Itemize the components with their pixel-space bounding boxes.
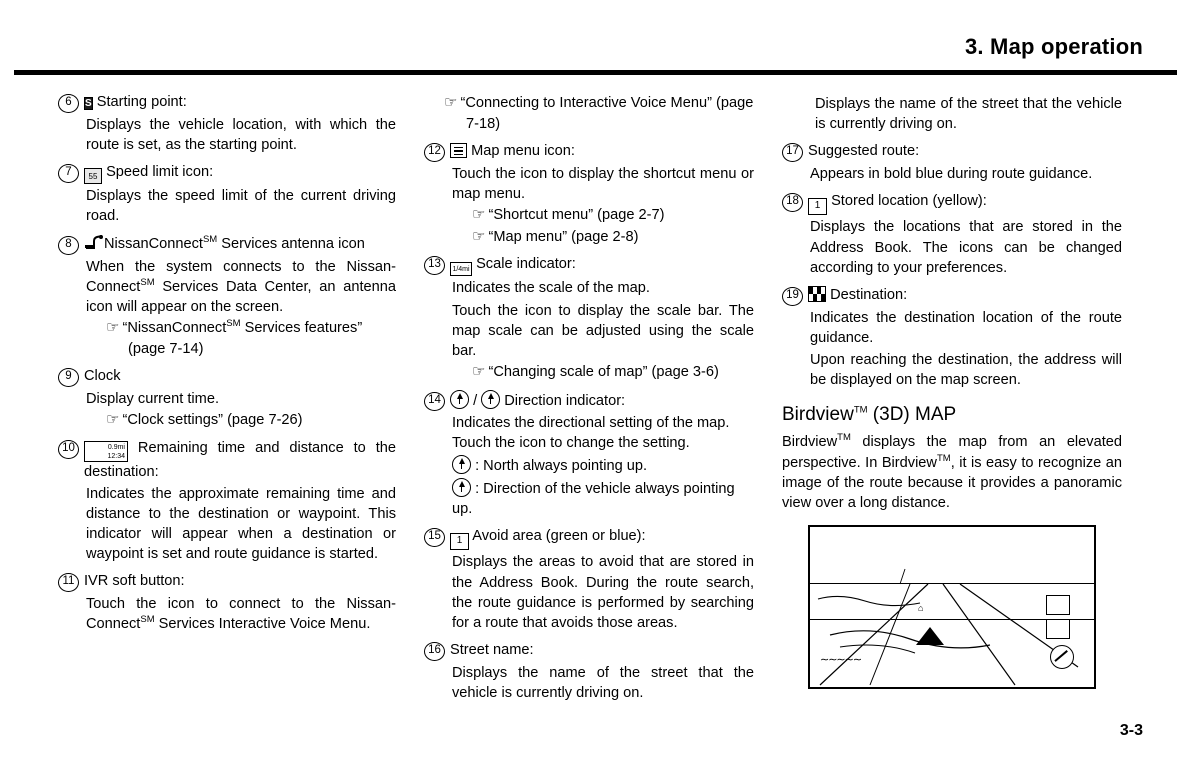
stored-location-icon: 1 [808,198,827,215]
item-title-row [808,285,1122,305]
item-9 [58,366,396,431]
item-body-b: Services Interactive Voice Menu. [154,616,371,633]
reference-text-b: Services features” [240,319,363,336]
item-11-continued [424,93,754,134]
north-up-icon [450,390,469,409]
item-title: Speed limit icon: [106,164,214,181]
item-body-a: When the system connects to the Nissan-Connect [86,258,396,295]
item-title: Starting point: [96,94,187,110]
item-15 [424,526,754,633]
item-8 [58,234,396,359]
item-title-row [450,390,754,411]
reference-page: (page 7-14) [128,340,204,357]
item-title-row [450,526,754,550]
tm-mark: TM [853,404,868,416]
figure-text-label: ∼∼∼∼∼ [820,653,862,666]
item-title: Street name: [450,641,534,658]
item-body-continued: Displays the name of the street that the vehicle is currently driving on. [815,96,1122,133]
item-title-row [450,141,754,161]
item-body-2: Upon reaching the destination, the address will be displayed on the map screen. [810,352,1122,389]
section-body-b: displays the map from an elevated perspective. In Birdview [782,434,1122,471]
item-body-1: Indicates the destination location of the route guidance. [810,309,1122,346]
item-body: Displays the areas to avoid that are stored in the Address Book. During the route search, the route guidance is performed by searching for a route that avoids those areas. [452,554,754,631]
item-title-row [84,162,396,184]
item-number: 18 [782,193,803,212]
item-title-row [84,92,396,112]
reference-text: “Shortcut menu” (page 2-7) [488,207,665,224]
remaining-time-value: 12:34 [107,452,125,460]
figure-box-1 [1046,595,1070,615]
page-number: 3-3 [1119,722,1143,739]
item-title: NissanConnect [104,235,203,252]
reference-text-a: “NissanConnect [122,319,227,336]
item-title: Stored location (yellow): [831,193,987,210]
item-body: Displays the vehicle location, with which the route is set, as the starting point. [86,117,396,154]
reference-text: “Changing scale of map” (page 3-6) [488,363,719,380]
item-number: 13 [424,256,445,275]
item-14 [424,390,754,520]
pointing-hand-icon: ☞ [444,94,457,111]
item-title-row [808,191,1122,215]
item-title: Map menu icon: [471,142,575,159]
column-left [58,92,396,710]
page-title: 3. Map operation [965,34,1143,59]
item-title-row [450,254,754,276]
cross-reference [106,410,396,431]
item-body: Displays the name of the street that the vehicle is currently driving on. [452,664,754,701]
item-title-row [84,438,396,482]
header-divider [14,70,1177,75]
item-title: Suggested route: [808,143,920,160]
cross-reference-2 [472,227,754,248]
item-13 [424,254,754,382]
cross-reference-1 [472,205,754,226]
item-number: 16 [424,642,445,661]
item-body-a: Touch the icon to connect to the Nissan-Connect [86,596,396,633]
item-bullet-2 [452,478,754,519]
item-bullet-1 [452,455,754,476]
speed-limit-icon: 55 [84,168,102,184]
column-right [782,92,1122,710]
pointing-hand-icon: ☞ [472,206,485,224]
item-title: Remaining time and distance to the destination: [84,439,396,480]
section-body-birdview [782,432,1122,513]
item-number: 17 [782,143,803,162]
content-columns [58,92,1143,710]
item-number: 7 [58,164,79,183]
bullet-text: : Direction of the vehicle always pointing up. [452,481,735,518]
antenna-icon [84,235,104,250]
reference-text: “Map menu” (page 2-8) [488,228,639,245]
item-number: 14 [424,392,445,411]
icon-separator: / [473,392,478,409]
item-title-rest: Services antenna icon [217,235,365,252]
vehicle-marker-icon [916,627,944,645]
item-title: Direction indicator: [504,392,626,409]
item-title: Scale indicator: [476,256,576,273]
item-12 [424,141,754,248]
item-title: Avoid area (green or blue): [472,528,646,545]
sm-mark: SM [202,233,218,245]
cross-reference [472,362,754,383]
heading-up-icon [481,390,500,409]
item-number: 9 [58,368,79,387]
reference-text: “Connecting to Interactive Voice Menu” (page 7-18) [460,95,754,132]
pointing-hand-icon: ☞ [472,362,485,380]
destination-flag-icon [808,286,826,302]
item-number: 11 [58,573,79,592]
item-number: 15 [424,528,445,547]
item-number: 6 [58,94,79,113]
birdview-figure [808,525,1096,689]
item-body: Touch the icon to display the shortcut menu or map menu. [452,165,754,202]
no-entry-icon [1050,645,1074,669]
sm-mark: SM [226,318,241,330]
item-17 [782,141,1122,184]
sm-mark: SM [140,614,155,626]
section-body-c: , it is easy to recognize an image of the route because it provides a panoramic view over a long distance. [782,454,1122,511]
item-body: Display current time. [86,390,220,407]
remaining-distance-value: 0.9mi [107,443,125,451]
pointing-hand-icon: ☞ [106,410,119,428]
item-7 [58,162,396,226]
item-title: Clock [84,367,121,384]
item-10 [58,438,396,565]
item-number: 19 [782,287,803,306]
item-body: Displays the speed limit of the current driving road. [86,188,396,225]
north-up-icon-small [452,455,471,474]
figure-box-2 [1046,619,1070,639]
bullet-text: : North always pointing up. [475,458,648,474]
item-title: IVR soft button: [84,573,185,590]
item-number: 10 [58,440,79,459]
cross-reference [444,93,754,134]
map-menu-icon [450,143,467,158]
item-number: 8 [58,236,79,255]
section-title-a: Birdview [782,404,854,426]
item-body-2: Touch the icon to display the scale bar. The map scale can be adjusted using the scale bar. [452,302,754,359]
scale-indicator-icon: 1/4mi [450,262,472,276]
item-19 [782,285,1122,391]
section-title-b: (3D) MAP [867,404,957,426]
cross-reference [106,318,396,359]
item-body: Indicates the approximate remaining time and distance to the destination or waypoint. This indicator will appear when a destination or waypoint is set and route guidance is started. [86,485,396,562]
item-body [86,594,396,634]
reference-text: “Clock settings” (page 7-26) [122,411,303,428]
item-body: Displays the locations that are stored in the Address Book. The icons can be changed according to your preferences. [810,219,1122,276]
item-body [86,257,396,317]
item-title: Destination: [830,286,908,303]
remaining-time-icon [84,441,128,462]
item-6 [58,92,396,155]
pointing-hand-icon: ☞ [472,227,485,245]
item-11 [58,571,396,634]
avoid-area-icon: 1 [450,533,469,550]
item-body-b: Services Data Center, an antenna icon will appear on the screen. [86,278,396,315]
item-body: Indicates the directional setting of the map. Touch the icon to change the setting. [452,414,730,451]
item-body: Appears in bold blue during route guidance. [810,166,1093,183]
section-body-a: Birdview [782,434,838,451]
item-number: 12 [424,143,445,162]
pointing-hand-icon: ☞ [106,318,119,336]
item-title-row [84,234,396,254]
item-18 [782,191,1122,277]
item-16-continued [782,94,1122,134]
item-16 [424,640,754,703]
svg-text:⌂: ⌂ [918,602,924,613]
tm-mark: TM [837,432,851,444]
section-title-birdview [782,402,1122,428]
column-middle [424,92,754,710]
tm-mark: TM [936,452,951,464]
sm-mark: SM [140,276,155,288]
starting-point-icon: S [85,98,92,109]
heading-up-icon-small [452,478,471,497]
item-body-1: Indicates the scale of the map. [452,280,650,297]
